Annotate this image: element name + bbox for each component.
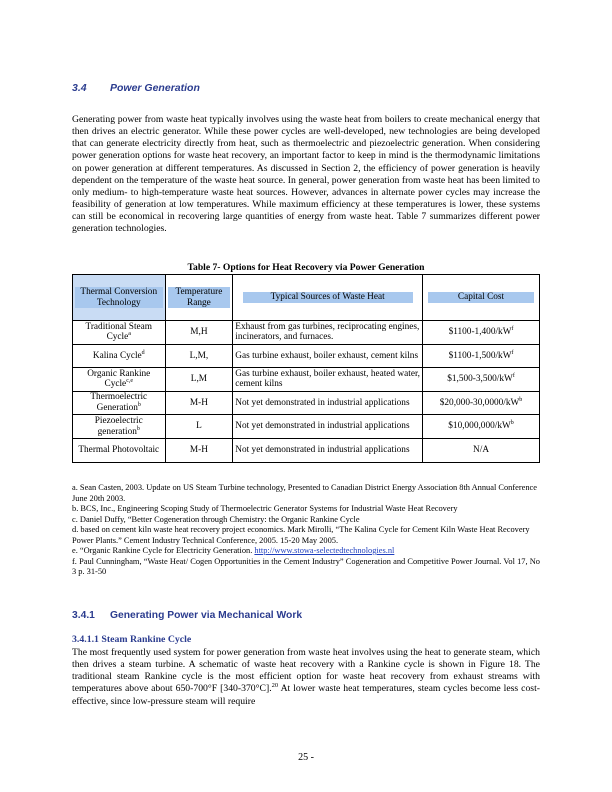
cell-capital-cost: $\$20,000-30,0000/kW^b$ — [423, 391, 540, 415]
cell-technology: Kalina Cycle$^d$ — [73, 344, 166, 368]
cell-technology: Piezoelectric generation$^b$ — [73, 415, 166, 439]
table-row — [73, 368, 540, 392]
cell-capital-cost: N/A — [423, 438, 540, 462]
footnote: c. Daniel Duffy, “Better Cogeneration through Chemistry: the Organic Rankine Cycle — [72, 514, 360, 524]
cell-waste-heat-sources: Gas turbine exhaust, boiler exhaust, heated water, cement kilns — [233, 368, 423, 392]
power-generation-table — [72, 274, 540, 463]
section-number: 3.4 — [72, 82, 87, 94]
cell-technology: Organic Rankine Cycle$^{c,e}$ — [73, 368, 166, 392]
subsubsection-title: Steam Rankine Cycle — [101, 634, 192, 645]
table-header-row — [73, 275, 540, 321]
footnote: e. “Organic Rankine Cycle for Electricity Generation. http://www.stowa-selectedtechnologies.nl — [72, 546, 395, 555]
cell-waste-heat-sources: Not yet demonstrated in industrial applications — [233, 391, 423, 415]
cell-capital-cost: $\$10,000,000/kW^b$ — [423, 415, 540, 439]
subsection-title: Generating Power via Mechanical Work — [110, 610, 303, 621]
intro-paragraph: Generating power from waste heat typically involves using the waste heat from boilers to create mechanical energy that then drives an electric generator. While these power cycles are well-developed, new technologies are being developed that can generate electricity directly from heat, such as thermoelectric and piezoelectric generation. When considering power generation options for waste heat recovery, an important factor to keep in mind is the thermodynamic limitations on power generation at different temperatures. As discussed in Section 2, the efficiency of power generation is heavily dependent on the temperature of the waste heat source. In general, power generation from waste heat has been limited to only medium- to high-temperature waste heat sources. However, advances in alternate power cycles may increase the feasibility of generation at low temperatures. While maximum efficiency at these temperatures is lower, these systems can still be economical in recovering large quantities of energy from waste heat. Table 7 summarizes different power generation technologies. — [72, 114, 540, 235]
cell-technology: Traditional Steam Cycle$^a$ — [73, 321, 166, 345]
cell-capital-cost: $\$1100-1,400/kW^f$ — [423, 321, 540, 345]
table-row — [73, 415, 540, 439]
subsubsection-number: 3.4.1.1 — [72, 634, 99, 645]
section-heading — [72, 82, 200, 94]
cell-temperature-range: M-H — [165, 391, 233, 415]
cell-capital-cost: $\$1100-1,500/kW^f$ — [423, 344, 540, 368]
footnote: b. BCS, Inc., Engineering Scoping Study of Thermoelectric Generator Systems for Industrial Waste Heat Recovery — [72, 504, 458, 513]
table-row — [73, 321, 540, 345]
header-sources: Typical Sources of Waste Heat — [233, 275, 423, 321]
table-row — [73, 438, 540, 462]
cell-temperature-range: M,H — [165, 321, 233, 345]
body-paragraph: The most frequently used system for power generation from waste heat involves using the heat to generate steam, which then drives a steam turbine. A schematic of waste heat recovery with a Rankine cycle is shown in Figure 18. The traditional steam Rankine cycle is the most efficient option for waste heat recovery from exhaust streams with temperatures above about 650-700°F [340-370°C].$^{20}$ At lower waste heat temperatures, steam cycles become less cost-effective, since low-pressure steam will require — [72, 647, 540, 707]
header-technology: Thermal Conversion Technology — [73, 275, 166, 321]
header-temperature: Temperature Range — [165, 275, 233, 321]
footnote: a. Sean Casten, 2003. Update on US Steam Turbine technology, Presented to Canadian District Energy Association 8th Annual Conference June 20th 2003. — [72, 483, 537, 503]
cell-temperature-range: M-H — [165, 438, 233, 462]
table-row — [73, 344, 540, 368]
subsubsection-heading — [72, 634, 191, 645]
cell-temperature-range: L,M, — [165, 344, 233, 368]
cell-temperature-range: L,M — [165, 368, 233, 392]
cell-capital-cost: $\$1,500-3,500/kW^f$ — [423, 368, 540, 392]
footnote: d. based on cement kiln waste heat recovery project economics. Mark Mirolli, “The Kalina Cycle for Cement Kiln Waste Heat Recovery Power Plants.” Cement Industry Technical Conference, 2005. 15-20 May 2005. — [72, 525, 530, 545]
cell-technology: Thermal Photovoltaic — [73, 438, 166, 462]
citation-sup: 20 — [271, 682, 279, 690]
table-footnotes — [72, 483, 540, 578]
cell-waste-heat-sources: Exhaust from gas turbines, reciprocating engines, incinerators, and furnaces. — [233, 321, 423, 345]
footnote: f. Paul Cunningham, “Waste Heat/ Cogen Opportunities in the Cement Industry” Cogeneration and Competitive Power Journal. Vol 17, No 3 p. 31-50 — [72, 556, 540, 576]
subsection-heading — [72, 610, 302, 621]
page-number: 25 - — [298, 752, 314, 763]
table-row — [73, 391, 540, 415]
table-caption: Table 7- Options for Heat Recovery via Power Generation — [187, 262, 425, 273]
subsection-number: 3.4.1 — [72, 610, 95, 621]
cell-waste-heat-sources: Gas turbine exhaust, boiler exhaust, cement kilns — [233, 344, 423, 368]
cell-temperature-range: L — [165, 415, 233, 439]
header-cost: Capital Cost — [423, 275, 540, 321]
footnote-link[interactable]: http://www.stowa-selectedtechnologies.nl — [254, 546, 395, 555]
cell-waste-heat-sources: Not yet demonstrated in industrial applications — [233, 438, 423, 462]
cell-waste-heat-sources: Not yet demonstrated in industrial applications — [233, 415, 423, 439]
section-title: Power Generation — [110, 82, 200, 94]
cell-technology: Thermoelectric Generation$^b$ — [73, 391, 166, 415]
